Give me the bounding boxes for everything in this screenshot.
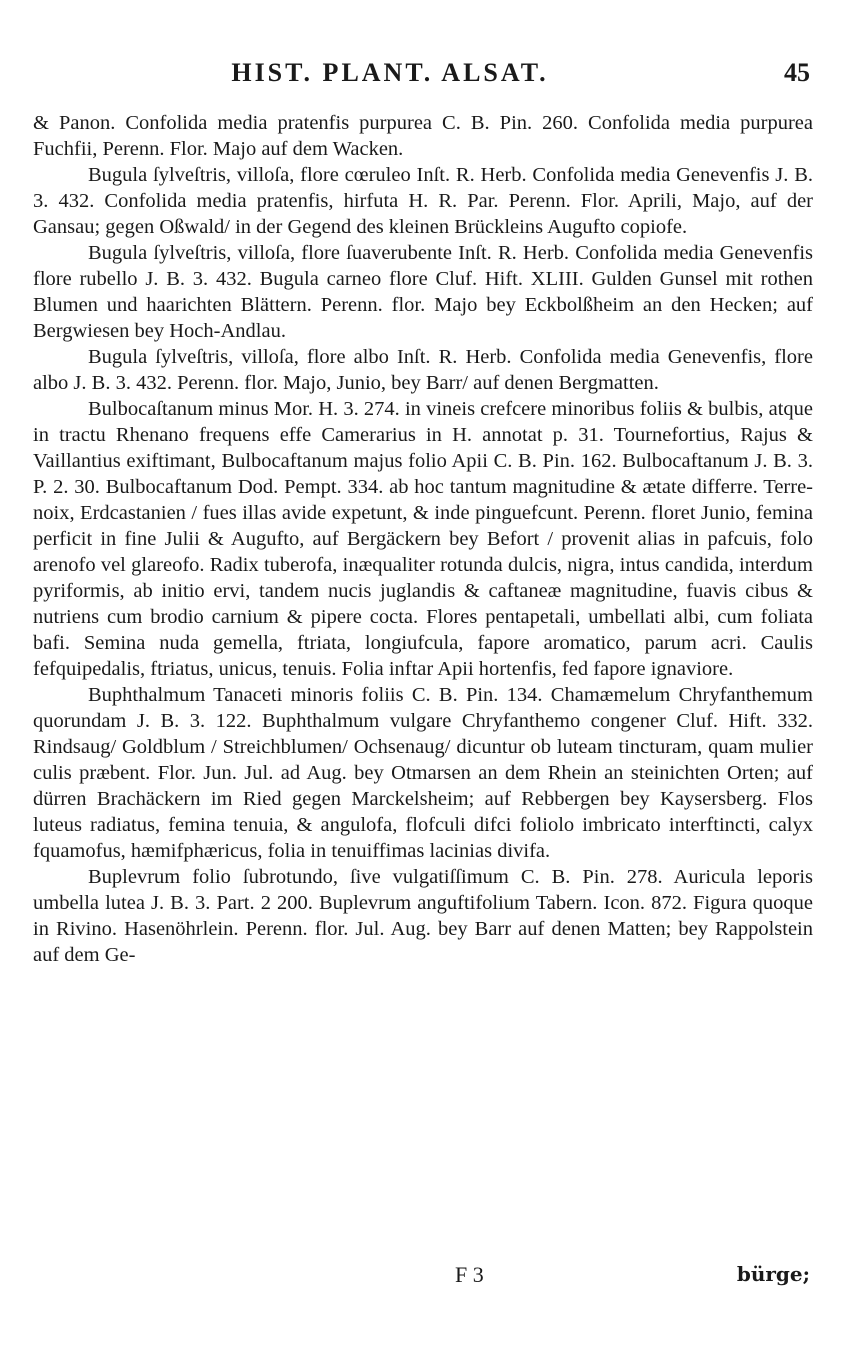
signature-mark: F 3 [455,1262,484,1287]
paragraph-bugula-alba: Bugula ſylveſtris, villoſa, flore albo Inſt. R. Herb. Confolida media Genevenfis, flore albo J. B. 3. 432. Perenn. flor. Majo, Junio, bey Barr/ auf denen Bergmatten. [33,346,813,394]
paragraph-bulbocastanum: Bulbocaſtanum minus Mor. H. 3. 274. in vineis crefcere minoribus foliis & bulbis, atque in tractu Rhenano frequens effe Camerarius in H. annotat p. 31. Tournefortius, Rajus & Vaillantius exiftimant, Bulbocaftanum majus folio Apii C. B. Pin. 162. Bulbocaftanum J. B. 3. P. 2. 30. Bulbocaftanum Dod. Pempt. 334. ab hoc tantum magnitudine & ætate differre. Terre-noix, Erdcastanien / fues illas avide expetunt, & inde pinguefcunt. Perenn. floret Junio, femina perficit in fine Julii & Augufto, auf Bergäckern bey Befort / provenit alias in pafcuis, folo arenofo vel glareofo. Radix tuberofa, inæqualiter rotunda dulcis, nigra, intus candida, interdum pyriformis, ab initio ervi, tandem nucis juglandis & caftaneæ magnitudine, fuavis cibus & nutriens cum brodio carnium & pipere cocta. Flores pentapetali, umbellati albi, cum foliata bafi. Semina nuda gemella, ftriata, longiufcula, fapore aromatico, parum acri. Caulis fefquipedalis, ftriatus, unicus, tenuis. Folia inftar Apii hortenfis, fed fapore ignaviore. [33,398,813,680]
paragraph-buphthalmum: Buphthalmum Tanaceti minoris foliis C. B. Pin. 134. Chamæmelum Chryfanthemum quorundam J. B. 3. 122. Buphthalmum vulgare Chryfanthemo congener Cluf. Hift. 332. Rindsaug/ Goldblum / Streichblumen/ Ochsenaug/ dicuntur ob luteam tincturam, quam mulier culis præbent. Flor. Jun. Jul. ad Aug. bey Otmarsen an dem Rhein an steinichten Orten; auf dürren Brachäckern im Ried gegen Marckelsheim; auf Rebbergen bey Kaysersberg. Flos luteus radiatus, femina tenuia, & angulofa, flofculi difci foliolo imbricato interftincti, calyx fquamofus, hæmifphæricus, folia in tenuiffimas lacinias divifa. [33,684,813,862]
page-footer [0,1262,850,1302]
running-title: HIST. PLANT. ALSAT. [231,58,549,87]
paragraph-buplevrum: Buplevrum folio ſubrotundo, ſive vulgatiſſimum C. B. Pin. 278. Auricula leporis umbella lutea J. B. 3. Part. 2 200. Buplevrum anguftifolium Tabern. Icon. 872. Figura quoque in Rivino. Hasenöhrlein. Perenn. flor. Jul. Aug. bey Barr auf denen Matten; bey Rappolstein auf dem Ge- [33,866,813,966]
paragraph-bugula-caerulea: Bugula ſylveſtris, villoſa, flore cœruleo Inſt. R. Herb. Confolida media Genevenfis J. B. 3. 432. Confolida media pratenfis, hirfuta H. R. Par. Perenn. Flor. Aprili, Majo, auf der Gansau; gegen Oßwald/ in der Gegend des kleinen Brückleins Augufto copiofe. [33,164,813,238]
page-header [0,58,850,98]
paragraph-consolida-continued: & Panon. Confolida media pratenfis purpurea C. B. Pin. 260. Confolida media purpurea Fuchfii, Perenn. Flor. Majo auf dem Wacken. [33,112,813,160]
catchword: bürge; [736,1262,810,1286]
page-body [33,110,813,968]
page-number: 45 [784,58,810,87]
paragraph-bugula-rubella: Bugula ſylveſtris, villoſa, flore ſuaverubente Inſt. R. Herb. Confolida media Genevenfis flore rubello J. B. 3. 432. Bugula carneo flore Cluf. Hift. XLIII. Gulden Gunsel mit rothen Blumen und haarichten Blättern. Perenn. flor. Majo bey Eckbolßheim an den Hecken; auf Bergwiesen bey Hoch-Andlau. [33,242,813,342]
